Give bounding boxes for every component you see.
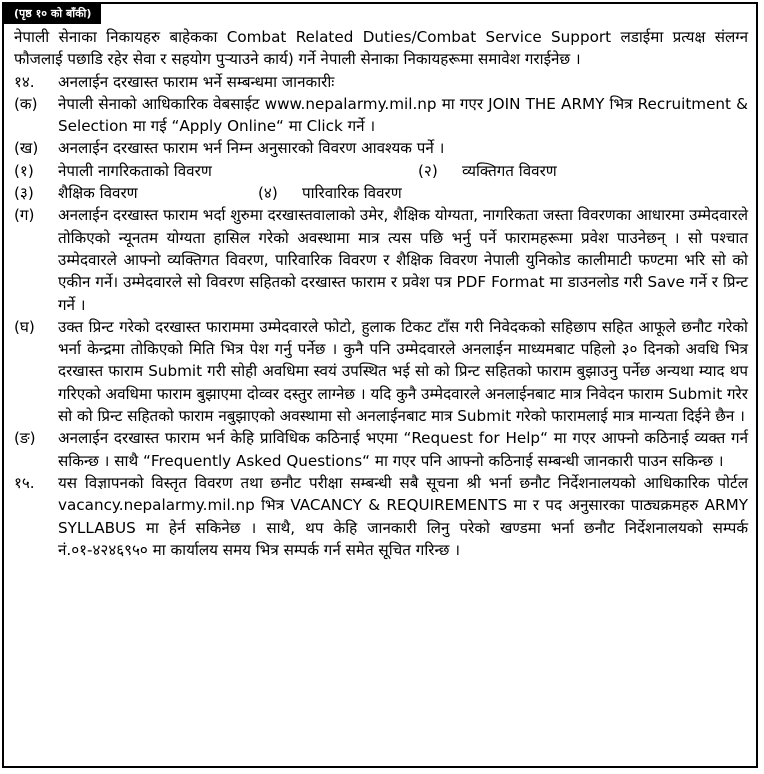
- list-item: [14, 316, 748, 427]
- list-item: [14, 427, 748, 472]
- sub-mark: (३): [14, 184, 34, 203]
- item-text: अनलाईन दरखास्त फाराम भर्दा शुरुमा दरखास्तवालाको उमेर, शैक्षिक योग्यता, नागरिकता जस्ता विवरणका आधारमा उम्मेदवारले तोकिएको न्यूनतम योग्यता हासिल गरेको अवस्थामा मात्र त्यस पछि भर्नु पर्ने फारामहरूमा प्रवेश पाउनेछन् । सो पश्चात उम्मेदवारले आफ्नो व्यक्तिगत विवरण, पारिवारिक विवरण र शैक्षिक विवरण नेपाली युनिकोड कालीमाटी फण्टमा भरि सो को एकीन गर्ने। उम्मेदवारले सो विवरण सहितको दरखास्त फाराम र प्रवेश पत्र PDF Format मा डाउनलोड गरी Save गर्ने र प्रिन्ट गर्ने ।: [58, 206, 748, 314]
- required-details-row-2: [14, 182, 748, 204]
- required-details-row-1: [14, 160, 748, 182]
- sub-text: नेपाली नागरिकताको विवरण: [58, 161, 212, 180]
- item-text: अनलाईन दरखास्त फाराम भर्न केहि प्राविधिक कठिनाई भएमा “Request for Help“ मा गएर आफ्नो कठिनाई व्यक्त गर्न सकिन्छ । साथै “Frequently Asked Questions“ मा गएर पनि आफ्नो कठिनाई सम्बन्धी जानकारी पाउन सकिन्छ ।: [58, 429, 748, 470]
- item-text: अनलाईन दरखास्त फाराम भर्न निम्न अनुसारको विवरण आवश्यक पर्ने ।: [58, 139, 445, 158]
- section-number: १४.: [14, 72, 35, 91]
- item-mark: (घ): [14, 317, 35, 336]
- list-item: [14, 137, 748, 159]
- notice-content: [14, 26, 748, 760]
- section-14-heading: [14, 71, 748, 93]
- section-text: यस विज्ञापनको विस्तृत विवरण तथा छनौट परीक्षा सम्बन्धी सबै सूचना श्री भर्ना छनौट निर्देशनालयको आधिकारिक पोर्टल vacancy.nepalarmy.mil.np भित्र VACANCY & REQUIREMENTS मा र पद अनुसारका पाठ्यक्रमहरु ARMY SYLLABUS मा हेर्न सकिनेछ । साथै, थप केहि जानकारी लिनु परेको खण्डमा भर्ना छनौट निर्देशनालयको सम्पर्क नं.०१-४२४६९५० मा कार्यालय समय भित्र सम्पर्क गर्न समेत सूचित गरिन्छ ।: [58, 473, 748, 559]
- page-continuation-tab: (पृष्ठ १० को बाँकी): [4, 4, 101, 24]
- section-title: अनलाईन दरखास्त फाराम भर्ने सम्बन्धमा जानकारीः: [58, 72, 335, 91]
- sub-mark: (४): [258, 184, 278, 203]
- item-text: उक्त प्रिन्ट गरेको दरखास्त फाराममा उम्मेदवारले फोटो, हुलाक टिकट टाँस गरी निवेदकको सहिछाप सहित आफूले छनौट गरेको भर्ना केन्द्रमा तोकिएको मिति भित्र पेश गर्नु पर्नेछ । कुनै पनि उम्मेदवारले अनलाईन माध्यमबाट पहिलो ३० दिनको अवधि भित्र दरखास्त फाराम Submit गरी सोही अवधिमा स्वयं उपस्थित भई सो को प्रिन्ट सहितको फाराम बुझाउनु पर्नेछ अन्यथा म्याद थप गरिएको अवधिमा फाराम बुझाएमा दोव्वर दस्तुर लाग्नेछ । यदि कुनै उम्मेदवारले अनलाईनबाट मात्र निवेदन फाराम Submit गरेर सो को प्रिन्ट सहितको फाराम नबुझाएको अवस्थामा सो अनलाईनबाट मात्र Submit गरेको फारामलाई मात्र मान्यता दिईने छैन ।: [58, 317, 748, 426]
- list-item: [14, 204, 748, 315]
- list-item: [14, 93, 748, 138]
- sub-text: शैक्षिक विवरण: [58, 184, 138, 203]
- section-number: १५.: [14, 473, 35, 492]
- sub-mark: (१): [14, 161, 34, 180]
- sub-mark: (२): [418, 161, 438, 180]
- item-mark: (ङ): [14, 429, 36, 448]
- section-15: [14, 472, 748, 561]
- item-mark: (ग): [14, 206, 35, 225]
- notice-frame: [2, 2, 758, 768]
- item-text: नेपाली सेनाको आधिकारिक वेबसाईट www.nepalarmy.mil.np मा गएर JOIN THE ARMY भित्र Recruitment & Selection मा गई “Apply Online“ मा Click गर्ने ।: [58, 94, 748, 136]
- item-mark: (ख): [14, 139, 39, 158]
- intro-paragraph: नेपाली सेनाका निकायहरु बाहेकका Combat Related Duties/Combat Service Support लडाईमा प्रत्यक्ष संलग्न फौजलाई पछाडि रहेर सेवा र सहयोग पुऱ्याउने कार्य) गर्ने नेपाली सेनाका निकायहरूमा समावेश गराईनेछ ।: [14, 28, 748, 69]
- sub-text: पारिवारिक विवरण: [302, 184, 402, 203]
- sub-text: व्यक्तिगत विवरण: [462, 161, 557, 180]
- item-mark: (क): [14, 94, 38, 113]
